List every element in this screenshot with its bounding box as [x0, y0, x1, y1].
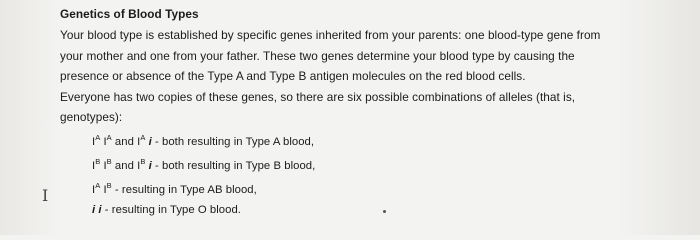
allele-symbol: I — [92, 135, 96, 148]
allele-recessive: i — [148, 159, 152, 172]
allele-superscript: A — [95, 132, 101, 142]
allele-description: - both resulting in Type A blood, — [151, 135, 315, 148]
allele-recessive: i — [92, 204, 96, 217]
allele-symbol: I — [92, 183, 96, 196]
allele-row-type-b — [92, 152, 660, 176]
allele-row-type-ab — [92, 176, 660, 200]
allele-recessive: i — [98, 204, 102, 217]
allele-row-type-o — [92, 200, 660, 221]
allele-superscript: B — [106, 156, 112, 166]
allele-superscript: A — [106, 132, 112, 142]
paragraph-line: Your blood type is established by specific genes inherited from your parents: one blood-type gene from — [60, 28, 601, 42]
allele-symbol: I — [103, 159, 107, 172]
allele-list — [92, 128, 660, 221]
allele-connector: and — [111, 135, 138, 148]
allele-superscript: A — [95, 181, 101, 191]
allele-symbol: I — [103, 135, 107, 148]
document-body — [60, 4, 660, 221]
stray-mark — [383, 210, 386, 213]
paragraph-line: Everyone has two copies of these genes, so there are six possible combinations of alleles (that is, — [60, 89, 576, 104]
allele-recessive: i — [148, 135, 152, 148]
allele-superscript: B — [106, 181, 112, 191]
paragraph-line: your mother and one from your father. These two genes determine your blood type by causing the — [60, 48, 575, 63]
allele-symbol: I — [92, 159, 96, 172]
allele-superscript: B — [140, 156, 146, 166]
allele-symbol: I — [137, 135, 141, 148]
paragraph-line: presence or absence of the Type A and Type B antigen molecules on the red blood cells. — [60, 69, 526, 83]
text-cursor-icon: I — [42, 186, 49, 205]
allele-superscript: B — [95, 156, 101, 166]
page-edge-shadow-left — [0, 0, 60, 235]
allele-description: - both resulting in Type B blood, — [151, 159, 316, 172]
allele-superscript: A — [140, 132, 146, 142]
allele-row-type-a — [92, 128, 660, 152]
allele-symbol: I — [103, 183, 107, 196]
allele-symbol: I — [137, 159, 141, 172]
paragraph-line: genotypes): — [60, 110, 123, 124]
allele-description: - resulting in Type O blood. — [101, 204, 241, 217]
allele-connector: and — [111, 159, 138, 172]
allele-description: - resulting in Type AB blood, — [111, 183, 257, 196]
document-title: Genetics of Blood Types — [60, 7, 199, 21]
